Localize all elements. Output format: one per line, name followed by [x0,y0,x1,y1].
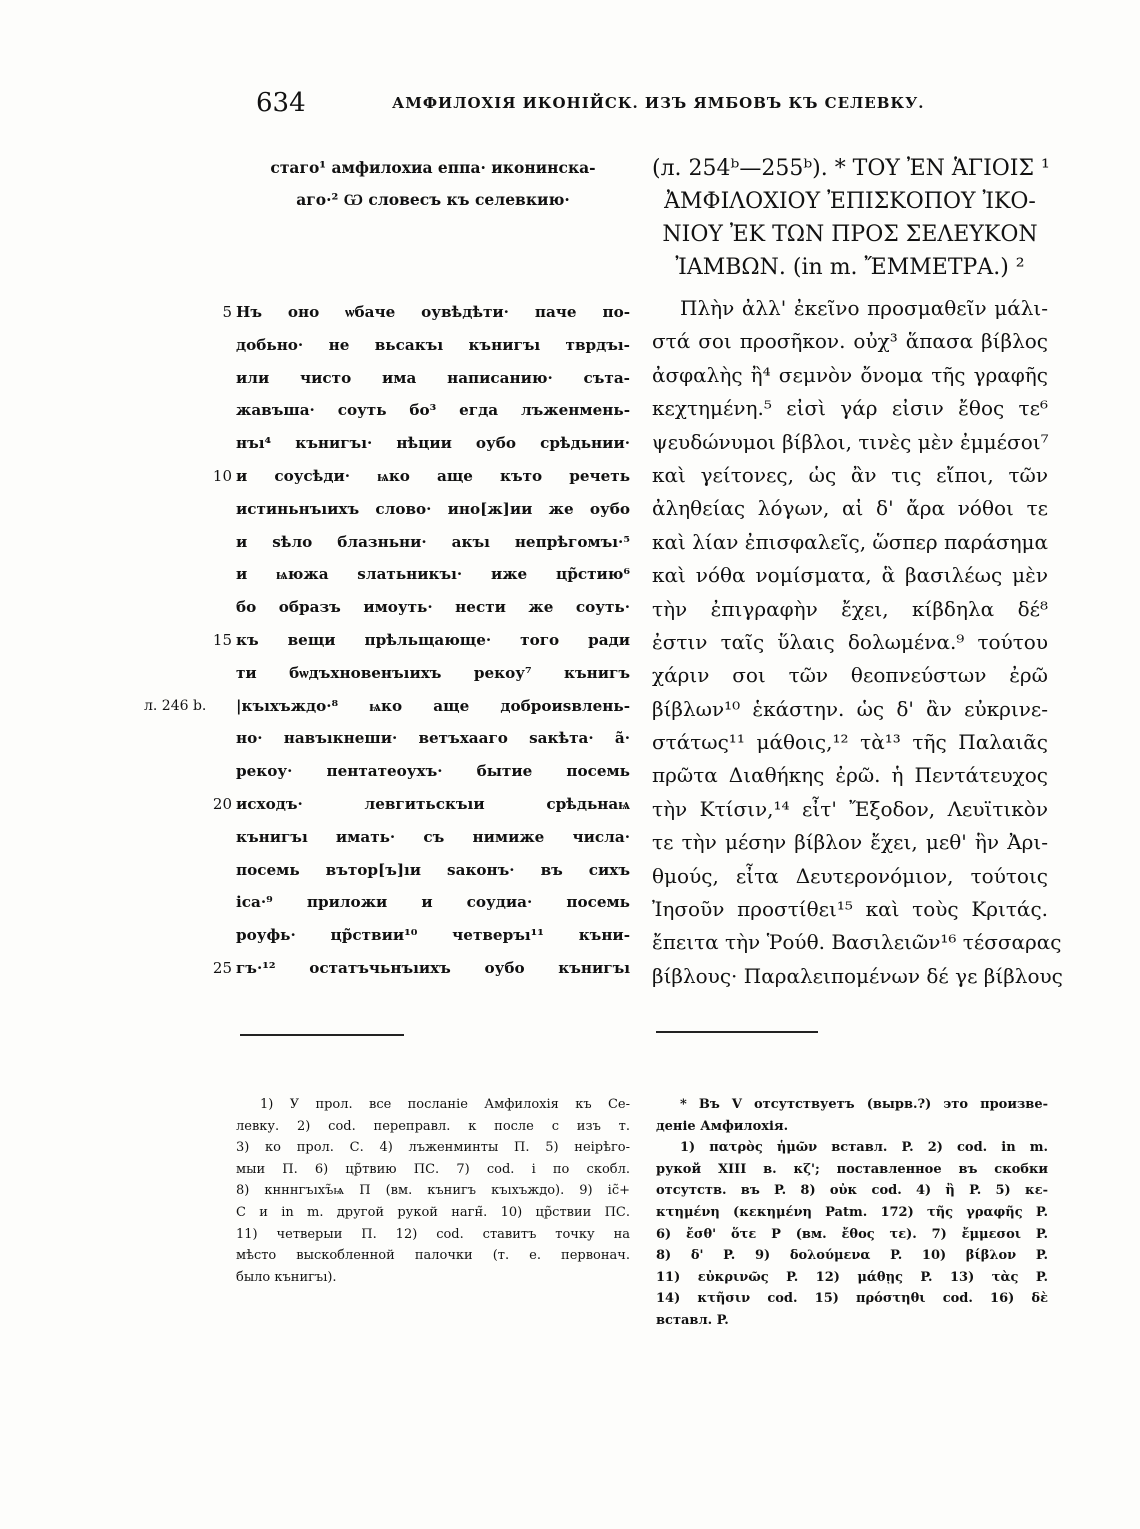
slavonic-line-text: іса·⁹ приложи и соудиа· посемь [236,893,630,912]
folio-margin-note: л. 246 b. [144,697,207,714]
footnote-line: мѣсто выскобленной палочки (т. е. первонач. [236,1248,630,1264]
footnote-line: 11) εὐκρινῶς P. 12) μάθῃς P. 13) τὰς P. [656,1269,1048,1285]
greek-title-line: ἸΑΜΒΩΝ. (in m. ἜΜΜΕΤΡΑ.) ² [675,255,1025,280]
footnote-line: 1) У прол. все посланіе Амфилохія къ Се- [260,1097,630,1112]
page-number: 634 [256,88,306,118]
slavonic-line-text: рекоу· пентатеоухъ· бытие посемь [236,762,630,781]
greek-line: βίβλους· Παραλειπομένων δέ γε βίβλους [652,963,1063,988]
slavonic-line-text: жавъша· соуть бо³ егда лъженмень- [236,401,630,420]
footnotes-right [656,1094,1048,1332]
slavonic-line [222,296,630,329]
slavonic-title [236,152,630,216]
footnote-line: * Въ V отсутствуетъ (вырв.?) это произве- [680,1097,1048,1112]
footnote-line: левку. 2) cod. перепрaвл. к после с изъ т. [236,1118,630,1134]
slavonic-line [236,427,630,460]
footnote-rule-left [240,1034,404,1036]
line-number: 20 [212,794,232,813]
greek-line: ἀληθείας λόγων, αἱ δ' ἄρα νόθοι τε [652,496,1048,521]
slavonic-line [144,690,630,723]
line-number: 15 [212,630,232,649]
line-number: 25 [212,958,232,977]
greek-line: στά σοι προσῆκον. οὐχ³ ἅπασα βίβλος [652,329,1048,354]
slavonic-text [144,296,630,985]
slavonic-line [212,624,630,657]
slavonic-line [212,952,630,985]
greek-line: ἔπειτα τὴν Ῥούθ. Βασιλειῶν¹⁶ τέσσαρας [652,930,1062,955]
footnote-line: деніе Амфилохія. [656,1118,789,1134]
slavonic-line-text: |къıхъждо·⁸ ѩко аще доброиѕвлень- [236,696,630,715]
footnote-line: 8) кнннгъıхъ̃ѩ П (вм. кънигъ къıхъждо). 9) іс̃+ [236,1183,630,1199]
slavonic-line [236,362,630,395]
slavonic-line [236,821,630,854]
slavonic-line [236,919,630,952]
slavonic-line [236,526,630,559]
line-number: 5 [222,303,232,321]
slavonic-line-text: исходъ· левгитьскъıи срѣдьнаѩ [236,794,630,813]
running-title: АМФИЛОХІЯ ИКОНІЙСК. ИЗЪ ЯМБОВЪ КЪ СЕЛЕВКУ. [392,94,925,112]
greek-title [652,152,1048,284]
slavonic-line [236,394,630,427]
greek-column [652,152,1063,988]
greek-line: στάτως¹¹ μάθοις,¹² τὰ¹³ τῆς Παλαιᾶς [652,730,1048,755]
footnote-line: мыи П. 6) цр̃твию ПС. 7) cod. і по скобл. [236,1161,630,1177]
slavonic-line-text: гъ·¹² остатъчьнъıихъ оубо кънигъı [236,958,630,977]
slavonic-line [236,329,630,362]
greek-line: βίβλων¹⁰ ἑκάστην. ὡς δ' ἂν εὐκρινε- [652,696,1048,721]
greek-line: καὶ λίαν ἐπισφαλεῖς, ὥσπερ παράσημα [652,529,1049,554]
slavonic-title-line: стаго¹ амфилохиа еппа· иконинска- [270,158,596,177]
slavonic-line [236,886,630,919]
greek-title-line: ἈΜΦΙΛΟΧΙΟΥ ἘΠΙΣΚΟΠΟΥ ἸΚΟ- [664,189,1036,214]
footnote-line: С и in m. другой рукой нагн̃. 10) цр̃ствии ПС. [236,1204,630,1220]
footnote-line: отсутств. въ P. 8) οὐκ cod. 4) ἢ P. 5) κε- [656,1183,1048,1199]
footnote-line: 3) ко прол. С. 4) лъженминты П. 5) неiрѣго- [236,1140,630,1156]
slavonic-line [236,657,630,690]
slavonic-line-text: но· навъıкнеши· ветъхааго ѕакѣта· а̃· [236,729,630,748]
slavonic-line-text: посемь вътор[ъ]ıи ѕаконъ· въ сихъ [236,860,630,879]
footnote-line: встaвл. P. [656,1312,729,1328]
slavonic-line [236,722,630,755]
greek-title-line: ΝΙΟΥ ἘΚ ΤΩΝ ΠΡΟΣ ΣΕΛΕΥΚΟΝ [662,222,1038,247]
slavonic-line-text: и ѩюжа ѕлатьникъı· иже цр̃стию⁶ [236,565,630,584]
slavonic-line [236,558,630,591]
slavonic-title-line: аго·² Ѡ словесъ къ селевкию· [296,190,570,209]
footnote-line: было кънигъı). [236,1269,337,1285]
greek-line: τὴν Κτίσιν,¹⁴ εἶτ' Ἔξοδον, Λευϊτικὸν [652,796,1048,821]
greek-line: Ἰησοῦν προστίθει¹⁵ καὶ τοὺς Κριτάς. [652,897,1048,922]
greek-line: ἀσφαλὴς ἢ⁴ σεμνὸν ὄνομα τῆς γραφῆς [652,362,1048,387]
greek-line: καὶ γείτονες, ὡς ἂν τις εἴποι, τῶν [652,462,1048,487]
slavonic-line-text: и ѕѣло блазньни· акъı непрѣгомъı·⁵ [236,532,630,551]
greek-text [652,292,1063,993]
slavonic-line [236,854,630,887]
greek-line: θμούς, εἶτα Δευτερονόμιον, τούτοις [652,863,1048,888]
footnote-line: рукой XIII в. κζ'; поставленное въ скобки [656,1161,1048,1177]
greek-line: τὴν ἐπιγραφὴν ἔχει, κίβδηλα δέ⁸ [652,596,1048,621]
slavonic-line-text: нъı⁴ кънигъı· нѣции оубо срѣдьнии· [236,434,630,453]
footnote-line: κτημένη (κεκημένη Patm. 172) τῆς γραφῆς P. [656,1204,1048,1220]
slavonic-line [212,788,630,821]
line-number: 10 [212,466,232,485]
footnote-line: 11) четверыи П. 12) cod. ставитъ точку на [236,1226,630,1242]
slavonic-line [212,460,630,493]
greek-line: Πλὴν ἀλλ' ἐκεῖνο προσμαθεῖν μάλι- [680,296,1048,320]
slavonic-line-text: добьно· не вьсакъı кънигъı тврдъı- [236,335,630,354]
slavonic-line [236,591,630,624]
slavonic-line-text: бо образъ имоуть· нести же соуть· [236,598,630,617]
slavonic-line-text: и соусѣди· ѩко аще къто речеть [236,466,630,485]
greek-title-line: (л. 254ᵇ—255ᵇ). * ΤΟΥ ἘΝ ἉΓΙΟΙΣ ¹ [652,156,1050,181]
greek-line: πρῶτα Διαθήκης ἐρῶ. ἡ Πεντάτευχος [652,763,1048,788]
footnote-line: 14) κτῆσιν cod. 15) πρόστηθι cod. 16) δὲ [656,1291,1048,1307]
slavonic-line-text: истиньнъıихъ слово· ино[ж]ии же оубо [236,499,630,518]
slavonic-line-text: Нъ оно ѡбаче оувѣдѣти· паче по- [236,303,630,321]
greek-line: ἐστιν ταῖς ὕλαις δολωμένα.⁹ τούτου [652,629,1048,654]
slavonic-line-text: ти бѡдъхновенъıихъ рекоу⁷ кънигъ [236,663,630,682]
greek-line: κεχτημένη.⁵ εἰσὶ γάρ εἰσιν ἔθος τε⁶ [652,396,1048,421]
slavonic-line-text: къ вещи прѣльщающе· того ради [236,630,630,649]
footnote-rule-right [656,1031,818,1033]
slavonic-line-text: или чисто има написанию· сътa- [236,368,630,387]
footnote-line: 8) δ' P. 9) δολούμενα P. 10) βίβλον P. [656,1248,1048,1264]
slavonic-line-text: роуфь· цр̃ствии¹⁰ четверъı¹¹ къни- [236,926,630,945]
footnote-line: 6) ἔσθ' ὅτε P (вм. ἔθος τε). 7) ἔμμεσοι P. [656,1226,1048,1242]
greek-line: ψευδώνυμοι βίβλοι, τινὲς μὲν ἐμμέσοι⁷ [652,429,1049,454]
footnotes-left [236,1094,630,1288]
slavonic-column [144,152,630,977]
slavonic-line [236,493,630,526]
footnote-line: 1) πατρὸς ἡμῶν встaвл. P. 2) cod. in m. [680,1140,1048,1156]
greek-line: χάριν σοι τῶν θεοπνεύστων ἐρῶ [652,663,1048,688]
greek-line: τε τὴν μέσην βίβλον ἔχει, μεθ' ἣν Ἀρι- [652,830,1048,855]
slavonic-line-text: кънигъı имать· съ нимиже числа· [236,827,630,846]
slavonic-line [236,755,630,788]
greek-line: καὶ νόθα νομίσματα, ἃ βασιλέως μὲν [652,563,1048,588]
